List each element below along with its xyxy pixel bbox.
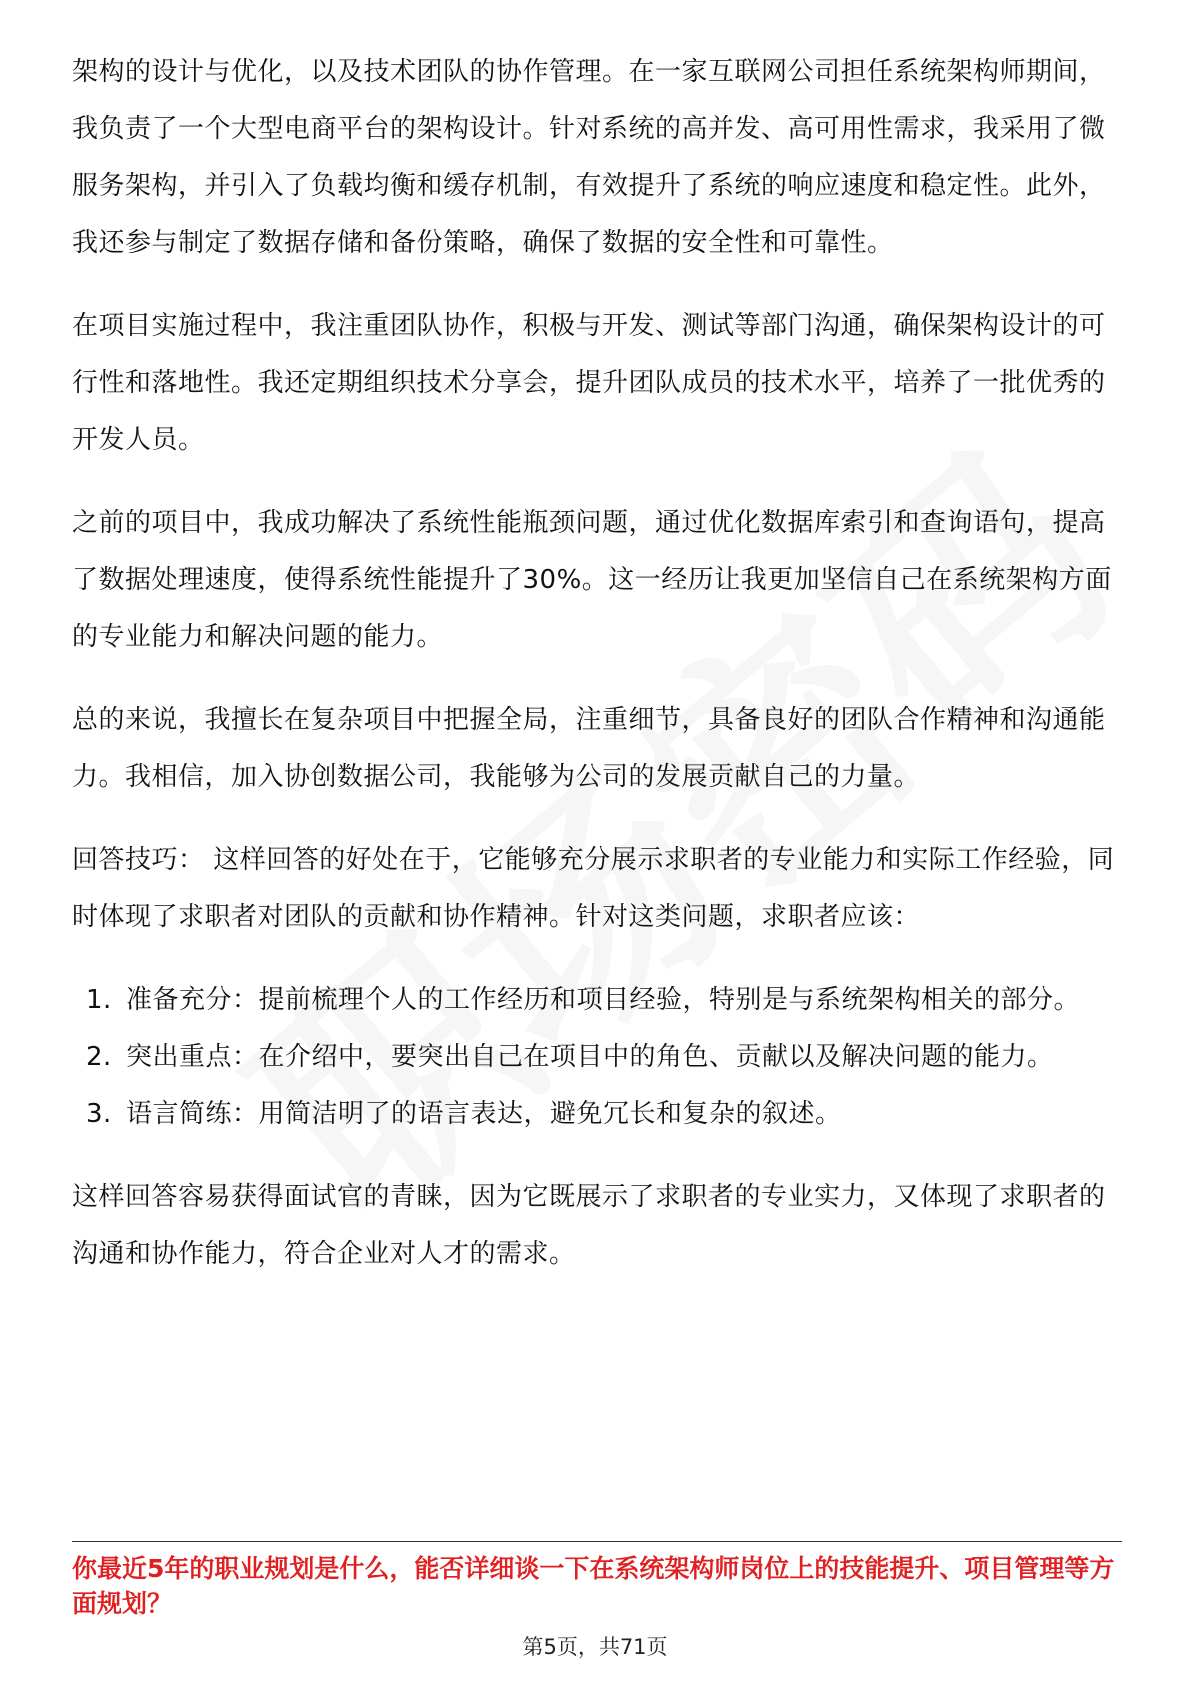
paragraph-summary: 总的来说，我擅长在复杂项目中把握全局，注重细节，具备良好的团队合作精神和沟通能力。我相信，加入协创数据公司，我能够为公司的发展贡献自己的力量。 <box>72 705 1106 792</box>
document-body <box>72 44 1122 1309</box>
page-number: 第5页，共71页 <box>522 1635 668 1659</box>
list-item-text: 准备充分：提前梳理个人的工作经历和项目经验，特别是与系统架构相关的部分。 <box>126 985 1081 1015</box>
list-item-text: 突出重点：在介绍中，要突出自己在项目中的角色、贡献以及解决问题的能力。 <box>126 1042 1054 1072</box>
list-item <box>72 1029 1122 1086</box>
next-question-heading: 你最近5年的职业规划是什么，能否详细谈一下在系统架构师岗位上的技能提升、项目管理等方面规划？ <box>72 1554 1115 1618</box>
list-item-number: 1. <box>86 985 112 1015</box>
list-item-text: 语言简练：用简洁明了的语言表达，避免冗长和复杂的叙述。 <box>126 1099 842 1129</box>
list-item <box>72 972 1122 1029</box>
paragraph-answer-tips: 回答技巧： 这样回答的好处在于，它能够充分展示求职者的专业能力和实际工作经验，同时体现了求职者对团队的贡献和协作精神。针对这类问题，求职者应该： <box>72 845 1115 932</box>
list-item-number: 2. <box>86 1042 112 1072</box>
list-item <box>72 1086 1122 1143</box>
paragraph-architecture-experience: 架构的设计与优化，以及技术团队的协作管理。在一家互联网公司担任系统架构师期间，我负责了一个大型电商平台的架构设计。针对系统的高并发、高可用性需求，我采用了微服务架构，并引入了负载均衡和缓存机制，有效提升了系统的响应速度和稳定性。此外，我还参与制定了数据存储和备份策略，确保了数据的安全性和可靠性。 <box>72 57 1106 258</box>
paragraph-performance-case: 之前的项目中，我成功解决了系统性能瓶颈问题，通过优化数据库索引和查询语句，提高了数据处理速度，使得系统性能提升了30%。这一经历让我更加坚信自己在系统架构方面的专业能力和解决问题的能力。 <box>72 508 1112 652</box>
section-divider <box>72 1541 1122 1542</box>
list-item-number: 3. <box>86 1099 112 1129</box>
tips-list <box>72 972 1122 1143</box>
paragraph-team-collaboration: 在项目实施过程中，我注重团队协作，积极与开发、测试等部门沟通，确保架构设计的可行性和落地性。我还定期组织技术分享会，提升团队成员的技术水平，培养了一批优秀的开发人员。 <box>72 311 1106 455</box>
paragraph-closing: 这样回答容易获得面试官的青睐，因为它既展示了求职者的专业实力，又体现了求职者的沟通和协作能力，符合企业对人才的需求。 <box>72 1182 1106 1269</box>
